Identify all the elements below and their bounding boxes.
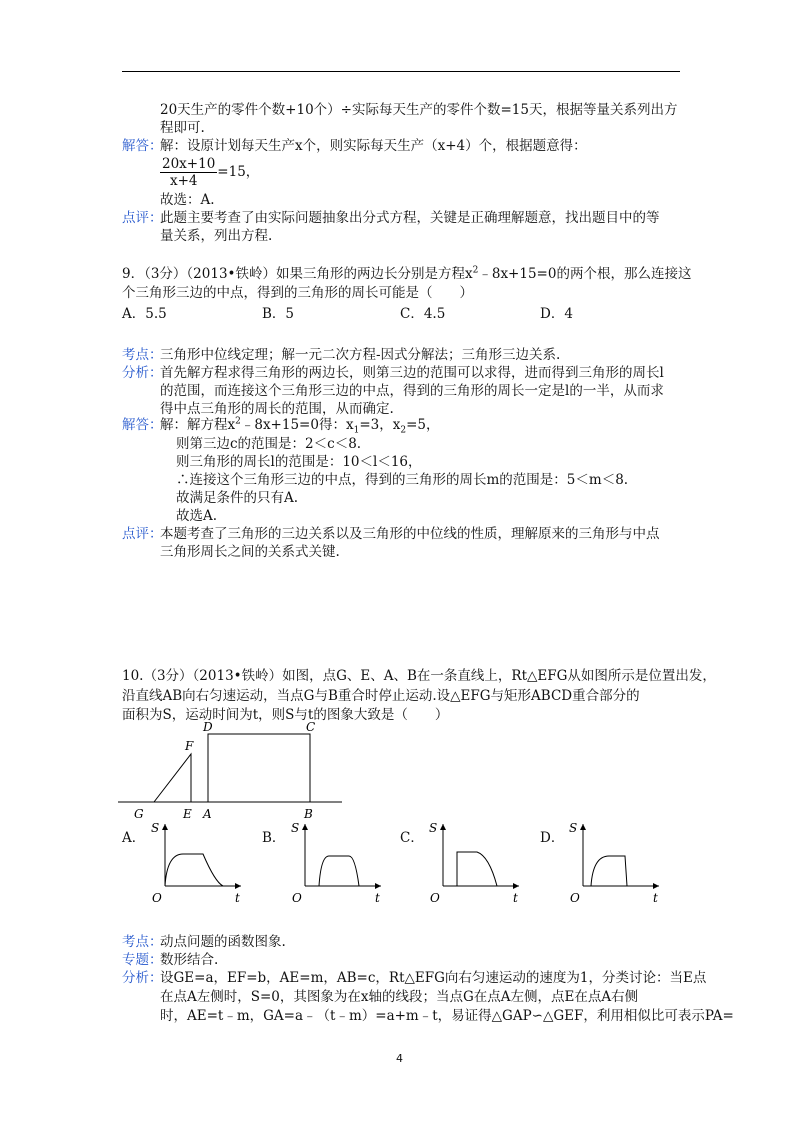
q9-analysis-line3: 得中点三角形的周长的范围，从而确定. (160, 401, 394, 417)
q9-comment-line1: 本题考查了三角形的三边关系以及三角形的中位线的性质，理解原来的三角形与中点 (160, 526, 660, 542)
q10-analysis-line1: 设GE=a，EF=b，AE=m，AB=c，Rt△EFG向右匀速运动的速度为1，分类讨论：当E点 (160, 970, 707, 986)
q9-analysis-line2: 的范围，而连接这个三角形三边的中点，得到的三角形的周长一定是l的一半，从而求 (160, 383, 664, 399)
q9-stem-a: 9．（3分）（2013•铁岭）如果三角形的两边长分别是方程x (122, 266, 473, 282)
q9-stem-line2: 个三角形三边的中点，得到的三角形的周长可能是（ ） (122, 285, 473, 301)
q8-answer-line1: 解：设原计划每天生产x个，则实际每天生产（x+4）个，根据题意得： (160, 138, 587, 154)
axis-t-a: t (235, 891, 240, 905)
q9-option-b: B．5 (262, 306, 295, 322)
q9-ans1-c: =3，x (359, 417, 401, 433)
q8-choose: 故选：A. (160, 192, 215, 208)
q9-option-d: D．4 (540, 306, 573, 322)
fraction-numerator: 20x+10 (162, 156, 216, 172)
q10-graph-b (285, 818, 385, 908)
q10-option-c: C． (400, 830, 424, 846)
label-g: G (134, 807, 144, 821)
q10-stem-line1: 10.（3分）（2013•铁岭）如图，点G、E、A、B在一条直线上，Rt△EFG从如图所示是位置出发， (122, 668, 716, 684)
q9-ans1-sub2: 2 (400, 425, 407, 436)
q8-comment-line2: 量关系，列出方程. (160, 228, 273, 244)
q9-point-label: 考点： (122, 347, 163, 363)
q10-stem-line2: 沿直线AB向右匀速运动，当点G与B重合时停止运动.设△EFG与矩形ABCD重合部分的 (122, 688, 640, 704)
q9-ans1-sup: 2 (235, 416, 241, 427)
q10-graph-a (145, 818, 245, 908)
q10-option-d: D． (540, 830, 565, 846)
axis-s-d: S (569, 821, 578, 835)
q9-ans1-d: =5， (406, 417, 440, 433)
fraction-denominator: x+4 (170, 173, 198, 189)
label-b: B (304, 807, 313, 821)
axis-s-a: S (151, 821, 160, 835)
curve-b (319, 856, 359, 886)
q10-graph-c (423, 818, 523, 908)
q10-option-b: B． (262, 830, 286, 846)
q9-option-a: A．5.5 (122, 306, 167, 322)
q9-answer-line5: 故满足条件的只有A. (176, 490, 299, 506)
q10-figure (110, 718, 350, 826)
q8-fraction (160, 152, 259, 189)
q10-topic-text: 数形结合. (160, 952, 219, 968)
curve-a (165, 854, 223, 886)
triangle-efg (154, 754, 191, 802)
origin-c: O (430, 891, 440, 905)
q9-answer-label: 解答： (122, 417, 163, 433)
q9-stem-sup: 2 (472, 265, 479, 276)
q9-answer-line4: ∴连接这个三角形三边的中点，得到的三角形的周长m的范围是：5＜m＜8. (176, 472, 629, 488)
axis-t-c: t (513, 891, 518, 905)
q9-comment-label: 点评： (122, 526, 163, 542)
label-e: E (183, 807, 192, 821)
label-d: D (203, 720, 213, 734)
label-f: F (185, 739, 194, 753)
axis-t-d: t (653, 891, 658, 905)
origin-b: O (292, 891, 302, 905)
q10-analysis-line3: 时，AE=t﹣m，GA=a﹣（t﹣m）=a+m﹣t，易证得△GAP∽△GEF，利用相似比可表示PA= (160, 1008, 734, 1024)
q9-comment-line2: 三角形周长之间的关系式关键. (160, 544, 340, 560)
axis-s-c: S (429, 821, 438, 835)
rectangle-abcd (208, 734, 310, 802)
q9-option-c: C．4.5 (400, 306, 446, 322)
axis-t-b: t (375, 891, 380, 905)
q10-topic-label: 专题： (122, 952, 163, 968)
label-a: A (203, 807, 212, 821)
fraction-rhs: =15， (217, 164, 260, 180)
header-rule (122, 71, 680, 72)
label-c: C (306, 720, 316, 734)
q9-ans1-b: ﹣8x+15=0得：x (240, 417, 354, 433)
q9-stem-b: ﹣8x+15=0的两个根，那么连接这 (478, 266, 692, 282)
q9-analysis-label: 分析： (122, 365, 163, 381)
q10-point-label: 考点： (122, 934, 163, 950)
q10-point-text: 动点问题的函数图象. (160, 934, 286, 950)
q10-analysis-label: 分析： (122, 970, 163, 986)
q9-answer-line3: 则三角形的周长l的范围是：10＜l＜16， (176, 454, 422, 470)
q8-text-line2: 程即可. (160, 120, 205, 136)
q8-comment-line1: 此题主要考查了由实际问题抽象出分式方程，关键是正确理解题意，找出题目中的等 (160, 210, 660, 226)
q8-text-line1: 20天生产的零件个数+10个）÷实际每天生产的零件个数=15天，根据等量关系列出方 (160, 102, 678, 118)
q10-stem-line3: 面积为S，运动时间为t，则S与t的图象大致是（ ） (122, 707, 449, 723)
axis-s-b: S (291, 821, 300, 835)
origin-a: O (152, 891, 162, 905)
q8-comment-label: 点评： (122, 210, 163, 226)
page-number: 4 (396, 1052, 403, 1065)
q9-ans1-a: 解：解方程x (160, 417, 236, 433)
q9-point-text: 三角形中位线定理；解一元二次方程-因式分解法；三角形三边关系. (160, 347, 561, 363)
q9-stem-line1 (122, 262, 691, 282)
q9-ans1-sub1: 1 (353, 425, 360, 436)
q10-analysis-line2: 在点A左侧时，S=0，其图象为在x轴的线段；当点G在点A左侧，点E在点A右侧 (160, 989, 639, 1005)
q9-analysis-line1: 首先解方程求得三角形的两边长，则第三边的范围可以求得，进而得到三角形的周长l (160, 365, 664, 381)
q9-answer-line2: 则第三边c的范围是：2＜c＜8. (176, 436, 362, 452)
origin-d: O (570, 891, 580, 905)
q8-answer-label: 解答： (122, 138, 163, 154)
curve-c (457, 852, 497, 886)
q9-answer-line6: 故选A. (176, 508, 218, 524)
curve-d (591, 856, 627, 886)
q10-option-a: A． (122, 830, 146, 846)
q10-graph-d (563, 818, 663, 908)
